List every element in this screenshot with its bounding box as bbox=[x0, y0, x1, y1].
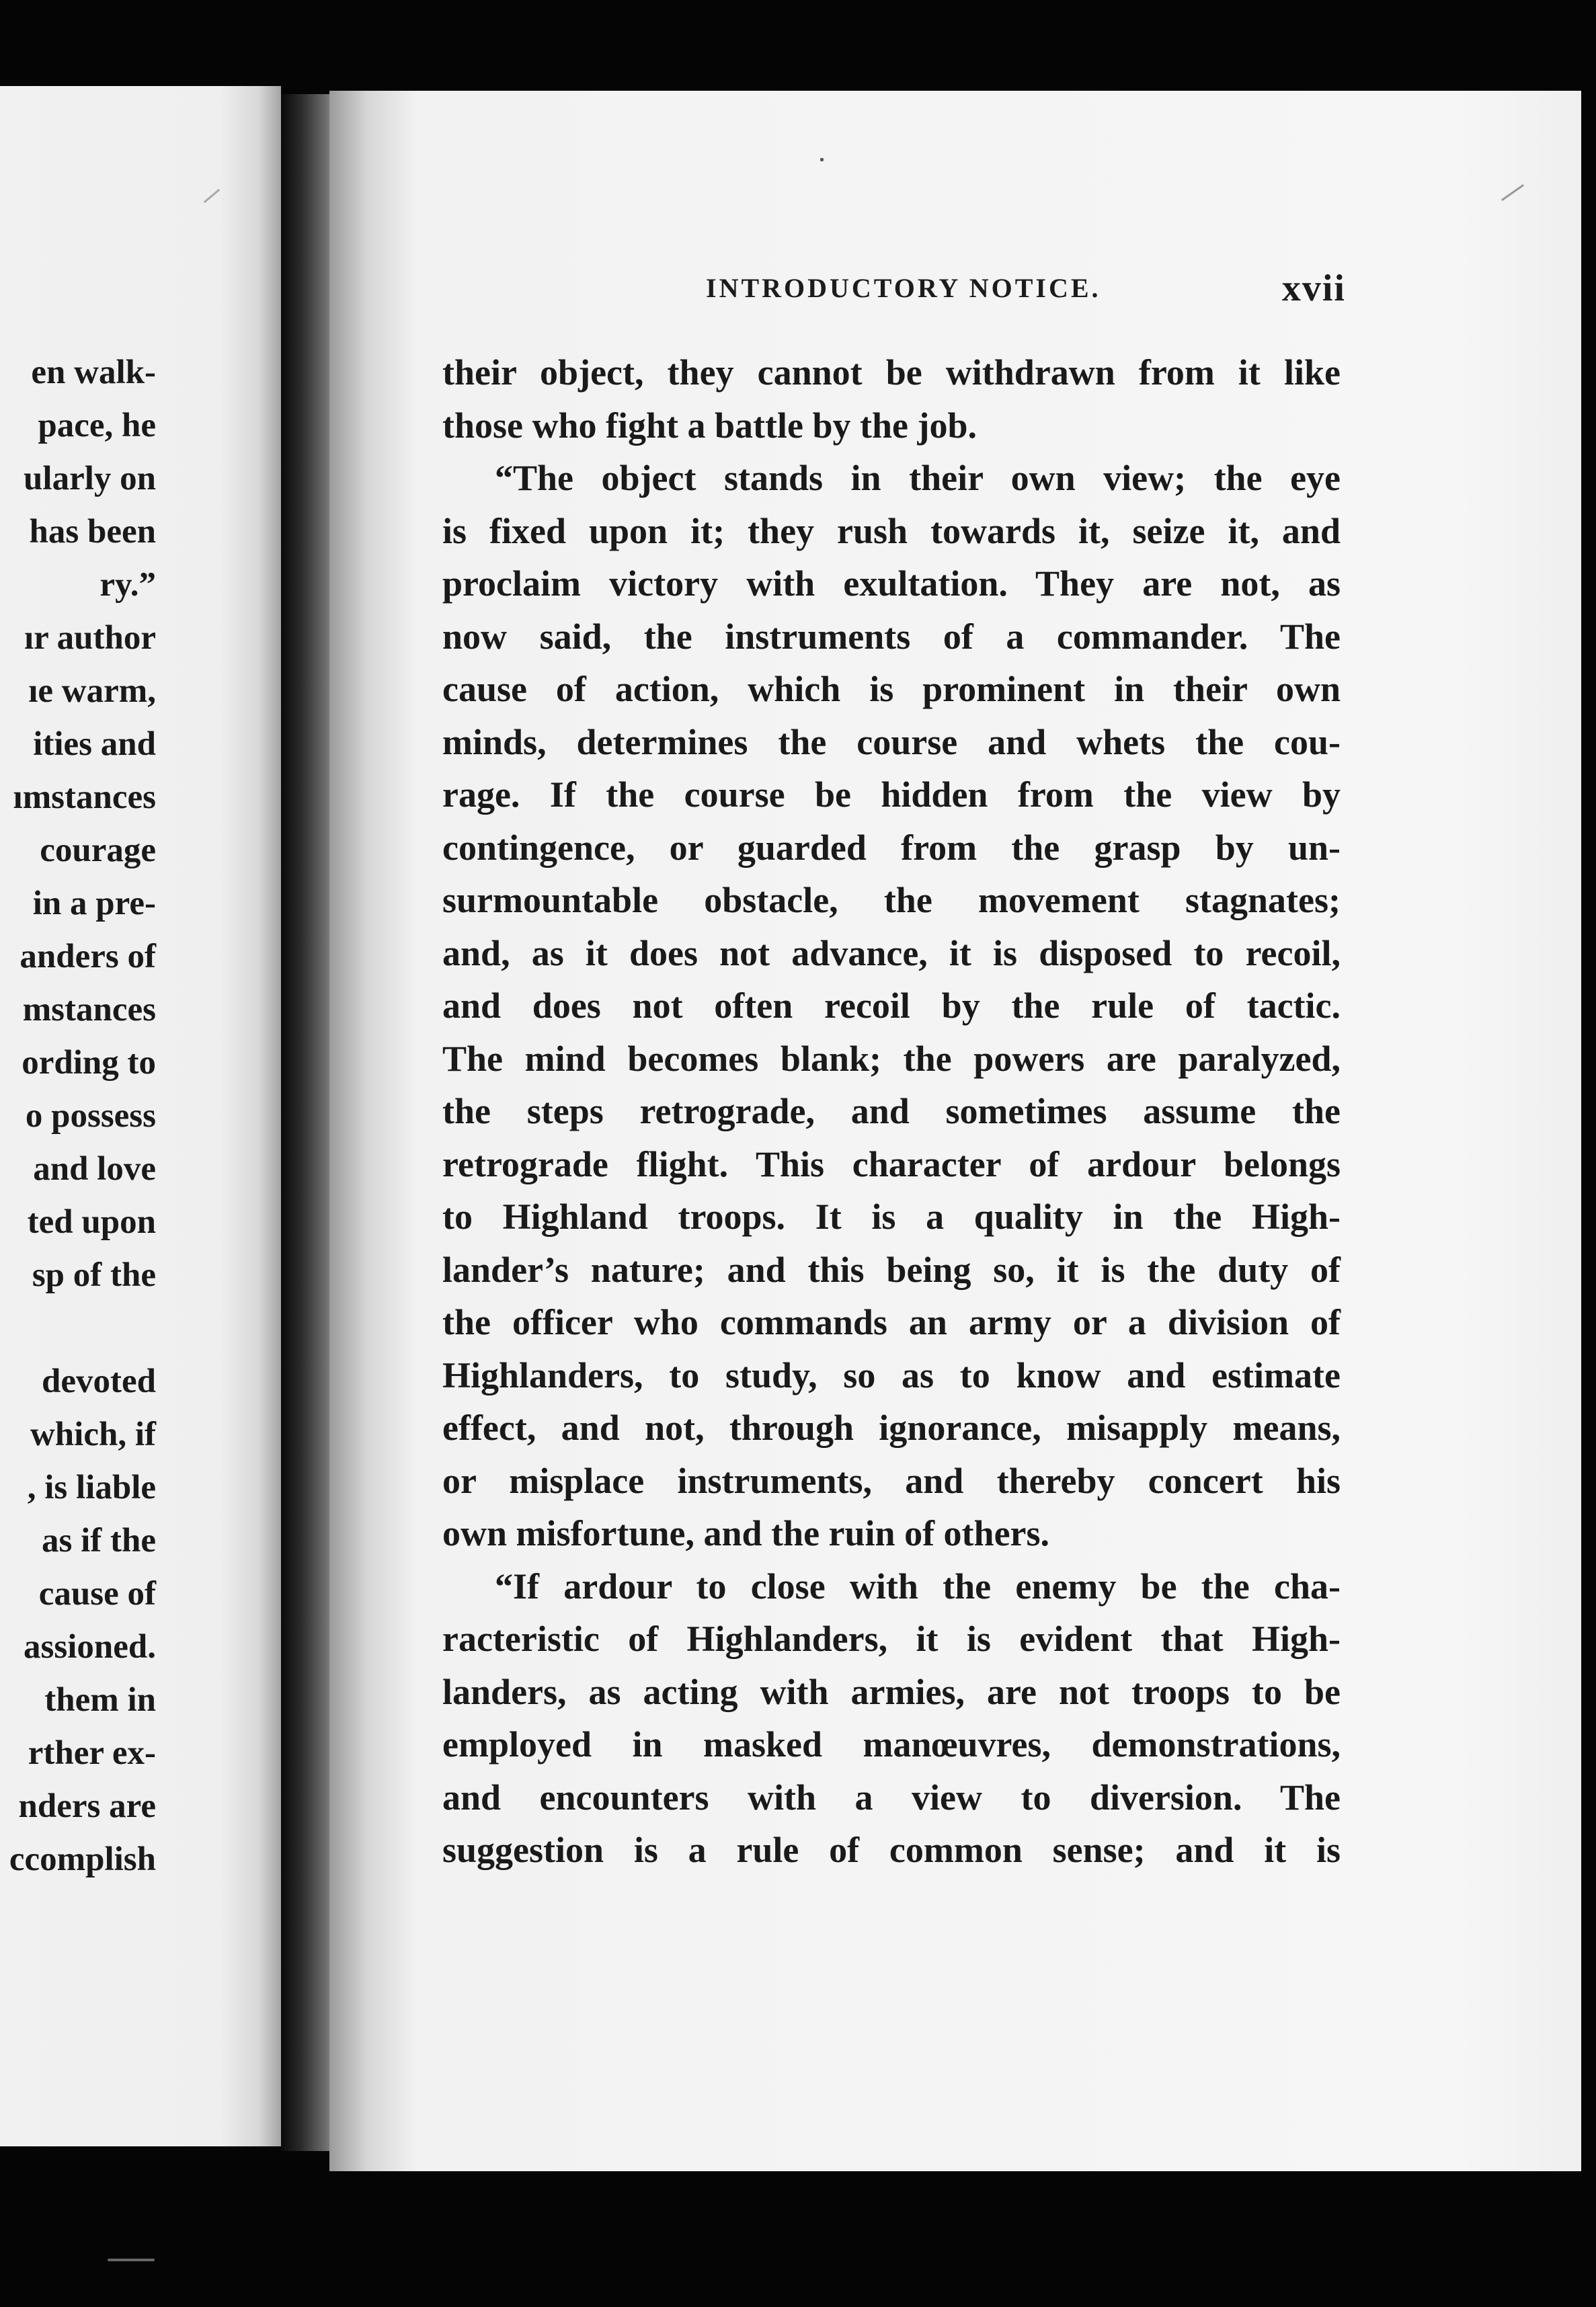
text-line: Highlanders, to study, so as to know and estimate bbox=[442, 1354, 1341, 1395]
text-line: proclaim victory with exultation. They are not, as bbox=[442, 563, 1341, 604]
text-line: employed in masked manœuvres, demonstrations, bbox=[442, 1724, 1341, 1765]
right-page bbox=[329, 91, 1581, 2171]
left-line: courage bbox=[40, 832, 156, 869]
left-line: has been bbox=[29, 513, 156, 551]
running-head bbox=[329, 268, 1581, 313]
left-line: en walk- bbox=[31, 354, 156, 391]
page-number: xvii bbox=[1281, 268, 1346, 309]
left-line: them in bbox=[44, 1681, 156, 1719]
left-line: in a pre- bbox=[32, 885, 156, 922]
left-line: assioned. bbox=[24, 1628, 156, 1666]
text-line: effect, and not, through ignorance, misapply means, bbox=[442, 1408, 1341, 1448]
text-line: “The object stands in their own view; the eye bbox=[495, 458, 1341, 498]
text-line: cause of action, which is prominent in their own bbox=[442, 669, 1341, 709]
text-line: or misplace instruments, and thereby concert his bbox=[442, 1460, 1341, 1501]
text-line: The mind becomes blank; the powers are paralyzed, bbox=[442, 1038, 1341, 1079]
left-line: cause of bbox=[38, 1575, 156, 1613]
left-line-gap bbox=[0, 1302, 156, 1355]
text-line: to Highland troops. It is a quality in the High- bbox=[442, 1197, 1341, 1237]
text-line: retrograde flight. This character of ardour belongs bbox=[442, 1143, 1341, 1184]
left-line: ted upon bbox=[27, 1203, 156, 1241]
text-line: those who fight a battle by the job. bbox=[442, 405, 977, 446]
text-line: now said, the instruments of a commander. The bbox=[442, 616, 1341, 657]
text-line: the steps retrograde, and sometimes assume the bbox=[442, 1091, 1341, 1131]
scan-speck bbox=[108, 2259, 155, 2261]
text-line: racteristic of Highlanders, it is evident that High- bbox=[442, 1619, 1341, 1659]
left-line: , is liable bbox=[27, 1469, 156, 1506]
text-line: the officer who commands an army or a division of bbox=[442, 1302, 1341, 1342]
left-page-text bbox=[0, 346, 156, 1886]
left-line: ccomplish bbox=[9, 1840, 156, 1878]
text-line: and, as it does not advance, it is disposed to recoil, bbox=[442, 932, 1341, 973]
text-line: and does not often recoil by the rule of tactic. bbox=[442, 985, 1341, 1026]
left-line: and love bbox=[33, 1150, 156, 1188]
left-line: ır author bbox=[24, 619, 156, 657]
left-line: as if the bbox=[42, 1522, 156, 1560]
left-line: mstances bbox=[22, 991, 156, 1028]
text-line: landers, as acting with armies, are not troops to be bbox=[442, 1671, 1341, 1712]
page-body-text bbox=[442, 346, 1341, 1877]
left-line: anders of bbox=[19, 938, 156, 975]
left-line: ry.” bbox=[99, 566, 156, 604]
text-line: lander’s nature; and this being so, it is the duty of bbox=[442, 1249, 1341, 1290]
left-line: ularly on bbox=[24, 460, 156, 497]
running-head-title: INTRODUCTORY NOTICE. bbox=[706, 273, 1101, 303]
left-line: nders are bbox=[18, 1787, 156, 1825]
text-line: contingence, or guarded from the grasp by un- bbox=[442, 827, 1341, 868]
left-line: pace, he bbox=[38, 407, 156, 444]
left-line: sp of the bbox=[32, 1256, 156, 1294]
left-line: ıe warm, bbox=[28, 672, 156, 710]
scan-speck bbox=[820, 158, 824, 161]
text-line: minds, determines the course and whets the cou- bbox=[442, 721, 1341, 762]
text-line: and encounters with a view to diversion. The bbox=[442, 1777, 1341, 1818]
scan-speck bbox=[1501, 184, 1524, 201]
left-line: o possess bbox=[25, 1097, 156, 1135]
text-line: own misfortune, and the ruin of others. bbox=[442, 1513, 1050, 1553]
text-line: their object, they cannot be withdrawn from it like bbox=[442, 352, 1341, 393]
left-page bbox=[0, 86, 281, 2146]
text-line: rage. If the course be hidden from the view by bbox=[442, 774, 1341, 815]
text-line: surmountable obstacle, the movement stagnates; bbox=[442, 880, 1341, 920]
left-line: ording to bbox=[22, 1044, 156, 1082]
left-line: devoted bbox=[42, 1363, 156, 1400]
left-line: ımstances bbox=[13, 778, 156, 816]
text-line: “If ardour to close with the enemy be the cha- bbox=[495, 1566, 1341, 1607]
left-line: rther ex- bbox=[28, 1734, 156, 1772]
left-line: which, if bbox=[30, 1416, 156, 1453]
text-line: suggestion is a rule of common sense; and it is bbox=[442, 1830, 1341, 1870]
text-line: is fixed upon it; they rush towards it, seize it, and bbox=[442, 510, 1341, 551]
left-line: ities and bbox=[33, 725, 156, 763]
